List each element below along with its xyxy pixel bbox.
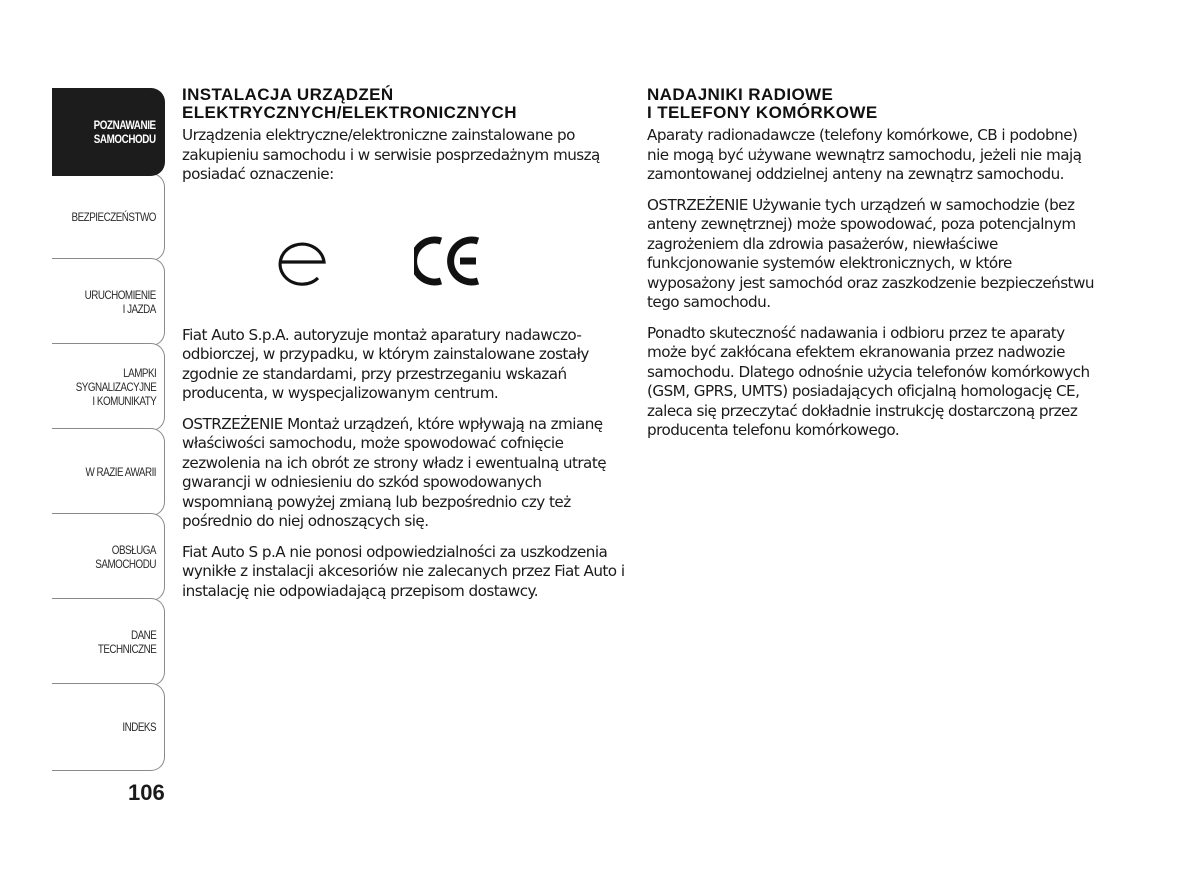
- paragraph-autoryzacja: Fiat Auto S.p.A. autoryzuje montaż aparatury nadawczo-odbiorczej, w przypadku, w którym zainstalowane zostały zgodnie ze standardami, przy przestrzeganiu wskazań producenta, w wyspecjalizowanym centrum.: [182, 325, 589, 402]
- intro-paragraph: Urządzenia elektryczne/elektroniczne zainstalowane po zakupieniu samochodu i w serwisie posprzedażnym muszą posiadać oznaczenie:: [182, 126, 600, 183]
- paragraph-skutecznosc: Ponadto skuteczność nadawania i odbioru przez te aparaty może być zakłócana efektem ekranowania przez nadwozie samochodu. Dlatego odnośnie użycia telefonów komórkowych (GSM, GPRS, UMTS) posiadających oficjalną homologację CE, zaleca się przeczytać dokładnie instrukcję dostarczoną przez producenta telefonu komórkowego.: [647, 323, 1090, 439]
- tab-lampki-sygnalizacyjne[interactable]: LAMPKI SYGNALIZACYJNE I KOMUNIKATY: [52, 343, 165, 431]
- tab-poznawanie-samochodu[interactable]: POZNAWANIE SAMOCHODU: [52, 88, 165, 176]
- section-instalacja-urzadzen: [182, 86, 627, 612]
- tab-w-razie-awarii[interactable]: W RAZIE AWARII: [52, 428, 165, 516]
- section-nadajniki-radiowe: [647, 86, 1097, 452]
- e-mark-icon: [274, 234, 330, 290]
- tab-bezpieczenstwo[interactable]: BEZPIECZEŃSTWO: [52, 173, 165, 261]
- tab-dane-techniczne[interactable]: DANE TECHNICZNE: [52, 598, 165, 686]
- ce-mark-icon: [414, 236, 484, 286]
- tab-uruchomienie-i-jazda[interactable]: URUCHOMIENIE I JAZDA: [52, 258, 165, 346]
- chapter-tabs: [52, 88, 167, 771]
- section-heading: INSTALACJA URZĄDZEŃ ELEKTRYCZNYCH/ELEKTRONICZNYCH: [182, 85, 517, 122]
- paragraph-odpowiedzialnosc: Fiat Auto S p.A nie ponosi odpowiedzialności za uszkodzenia wynikłe z instalacji akcesoriów nie zalecanych przez Fiat Auto i instalację nie odpowiadającą przepisom dostawcy.: [182, 542, 625, 600]
- tab-indeks[interactable]: INDEKS: [52, 683, 165, 771]
- certification-marks: [182, 196, 627, 326]
- paragraph-ostrzezenie-uzywanie: OSTRZEŻENIE Używanie tych urządzeń w samochodzie (bez anteny zewnętrznej) może spowodować, poza potencjalnym zagrożeniem dla zdrowia pasażerów, niewłaściwe funkcjonowanie systemów elektronicznych, w które wyposażony jest samochód oraz zaszkodzenie bezpieczeństwu tego samochodu.: [647, 195, 1094, 311]
- page-number: 106: [128, 780, 165, 805]
- tab-obsluga-samochodu[interactable]: OBSŁUGA SAMOCHODU: [52, 513, 165, 601]
- paragraph-aparaty: Aparaty radionadawcze (telefony komórkowe, CB i podobne) nie mogą być używane wewnątrz samochodu, jeżeli nie mają zamontowanej oddzielnej anteny na zewnątrz samochodu.: [647, 126, 1082, 183]
- paragraph-ostrzezenie-montaz: OSTRZEŻENIE Montaż urządzeń, które wpływają na zmianę właściwości samochodu, może spowodować cofnięcie zezwolenia na ich obrót ze strony władz i ewentualną utratę gwarancji w odniesieniu do szkód spowodowanych wspomnianą powyżej zmianą lub bezpośrednio czy też pośrednio do niej odnoszących się.: [182, 414, 607, 530]
- section-heading: NADAJNIKI RADIOWE I TELEFONY KOMÓRKOWE: [647, 85, 878, 122]
